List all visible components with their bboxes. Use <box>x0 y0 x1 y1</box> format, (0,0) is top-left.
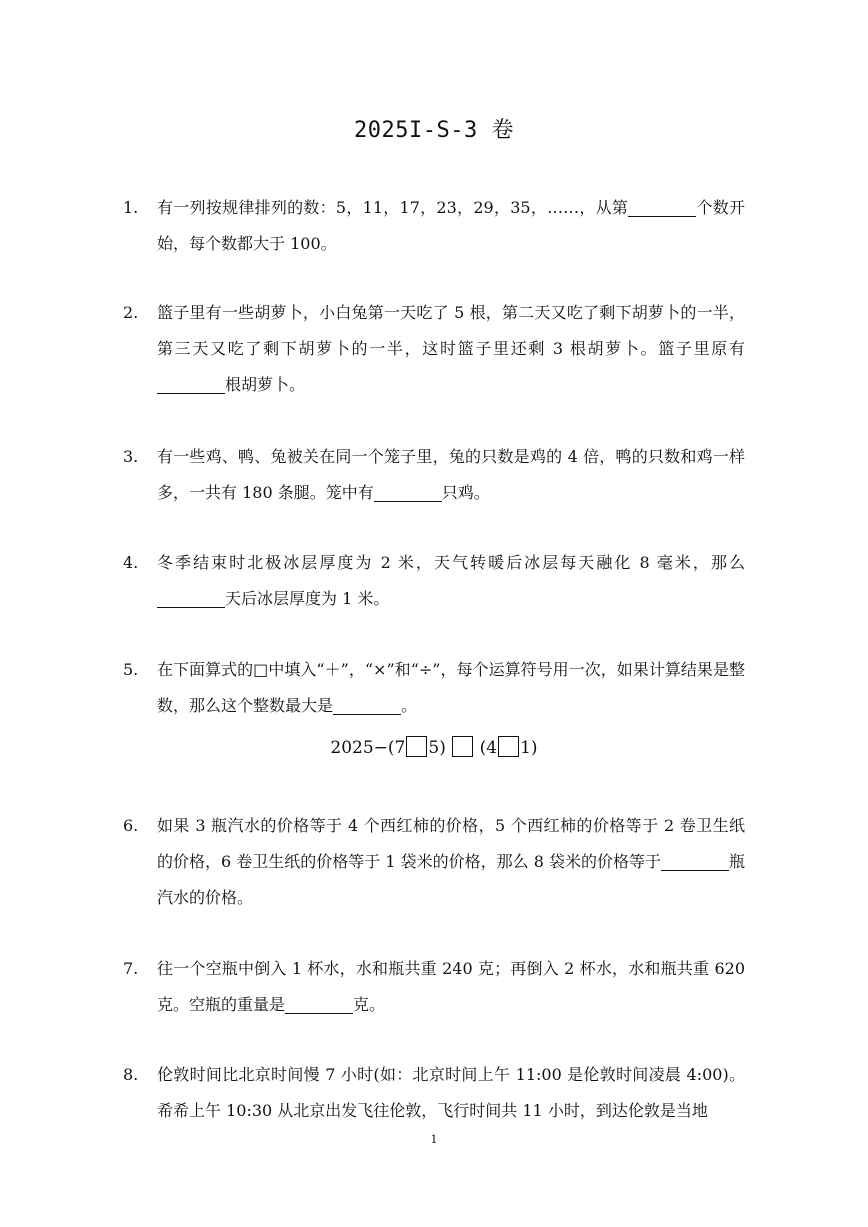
expression-part: 5) <box>428 738 446 758</box>
question-6 <box>123 808 745 916</box>
expression-part: (4 <box>479 738 498 758</box>
operator-box[interactable] <box>452 736 473 757</box>
question-3 <box>123 439 745 511</box>
question-text-after: 克。 <box>353 995 386 1014</box>
question-number: 2. <box>123 303 139 322</box>
question-number: 6. <box>123 816 139 835</box>
question-text-after: 瓶汽水的价格。 <box>157 852 745 907</box>
question-text-after: 只鸡。 <box>441 483 490 502</box>
math-expression <box>0 736 868 758</box>
expression-part: 1) <box>520 738 538 758</box>
question-text-after: 根胡萝卜。 <box>225 375 306 394</box>
question-8 <box>123 1057 745 1129</box>
answer-blank[interactable] <box>157 589 225 608</box>
question-2 <box>123 295 745 403</box>
answer-blank[interactable] <box>661 852 729 871</box>
operator-box[interactable] <box>498 736 519 757</box>
answer-blank[interactable] <box>628 198 696 217</box>
page-number: 1 <box>430 1133 438 1146</box>
question-1 <box>123 190 745 262</box>
answer-blank[interactable] <box>285 995 353 1014</box>
answer-blank[interactable] <box>333 696 401 715</box>
question-number: 3. <box>123 447 139 466</box>
question-text: 在下面算式的□中填入“＋”，“×”和“÷”，每个运算符号用一次，如果计算结果是整数，那么这个整数最大是 <box>157 660 745 715</box>
expression-part: 2025−(7 <box>330 738 406 758</box>
page-title: 2025I-S-3 卷 <box>354 118 514 143</box>
answer-blank[interactable] <box>157 375 225 394</box>
question-number: 7. <box>123 959 139 978</box>
question-text-after: 天后冰层厚度为 1 米。 <box>225 589 390 608</box>
question-number: 4. <box>123 553 139 572</box>
answer-blank[interactable] <box>374 483 442 502</box>
question-number: 8. <box>123 1065 139 1084</box>
question-5 <box>123 652 745 724</box>
question-text: 如果 3 瓶汽水的价格等于 4 个西红柿的价格，5 个西红柿的价格等于 2 卷卫生纸的价格，6 卷卫生纸的价格等于 1 袋米的价格，那么 8 袋米的价格等于 <box>157 816 745 871</box>
question-number: 1. <box>123 198 139 217</box>
question-text: 有一列按规律排列的数：5，11，17，23，29，35，……，从第 <box>157 198 629 217</box>
question-text: 有一些鸡、鸭、兔被关在同一个笼子里，兔的只数是鸡的 4 倍，鸭的只数和鸡一样多，一共有 180 条腿。笼中有 <box>157 447 745 502</box>
question-7 <box>123 951 745 1023</box>
question-text-after: 。 <box>401 696 418 715</box>
question-4 <box>123 545 745 617</box>
question-text: 往一个空瓶中倒入 1 杯水，水和瓶共重 240 克；再倒入 2 杯水，水和瓶共重 620 克。空瓶的重量是 <box>157 959 745 1014</box>
question-text: 篮子里有一些胡萝卜，小白兔第一天吃了 5 根，第二天又吃了剩下胡萝卜的一半，第三天又吃了剩下胡萝卜的一半，这时篮子里还剩 3 根胡萝卜。篮子里原有 <box>157 303 745 358</box>
question-number: 5. <box>123 660 139 679</box>
question-text-after: 个数开始，每个数都大于 100。 <box>157 198 745 253</box>
operator-box[interactable] <box>406 736 427 757</box>
question-text: 冬季结束时北极冰层厚度为 2 米，天气转暖后冰层每天融化 8 毫米，那么 <box>157 553 745 572</box>
question-text: 伦敦时间比北京时间慢 7 小时(如：北京时间上午 11:00 是伦敦时间凌晨 4:00)。希希上午 10:30 从北京出发飞往伦敦，飞行时间共 11 小时，到达伦敦是当地 <box>157 1065 745 1120</box>
